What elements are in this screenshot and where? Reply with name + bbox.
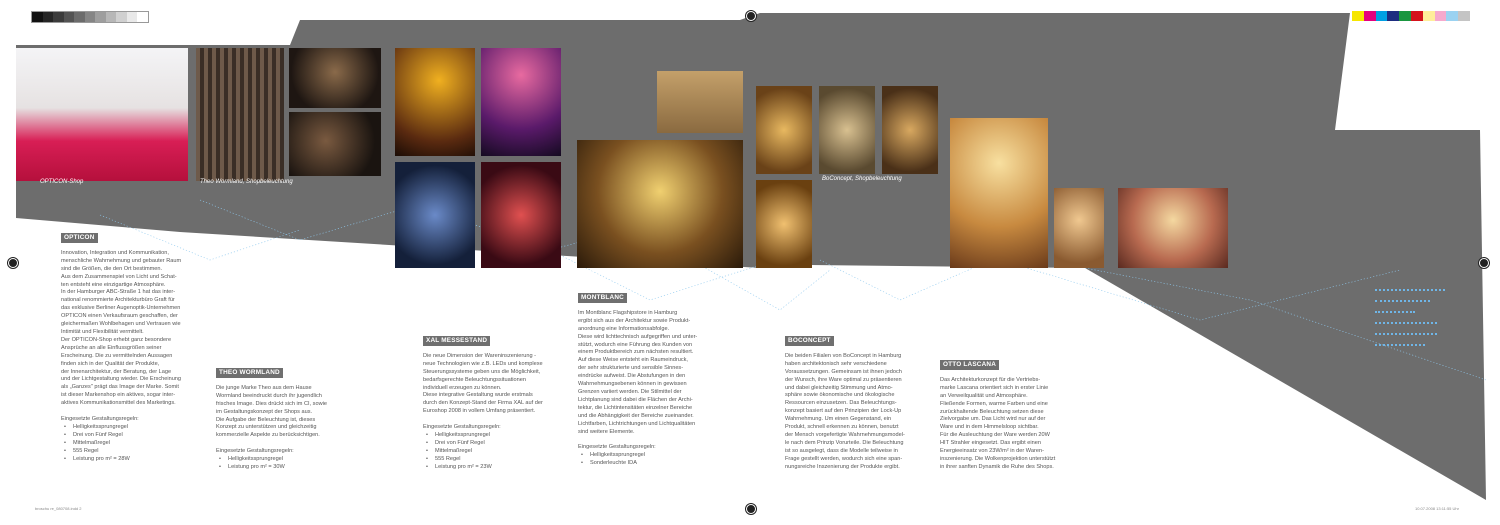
xal-photo-1	[395, 48, 475, 156]
heading-xal: XAL MESSESTAND	[423, 336, 490, 346]
xal-photo-3	[395, 162, 475, 268]
heading-otto: OTTO LASCANA	[940, 360, 999, 370]
theo-rules-list: • Helligkeitssprungregel • Leistung pro m² = 30W	[216, 456, 356, 472]
montblanc-photo-2	[577, 140, 743, 268]
print-slug-right: 10.07.2008 13:11:55 Uhr	[1415, 506, 1459, 511]
heading-boconcept: BOCONCEPT	[785, 336, 834, 346]
boconcept-text: Die beiden Filialen von BoConcept in Hamburg haben architektonisch sehr verschiedene Voraussetzungen. Gemeinsam ist ihnen jedoch der Wunsch, ihre Ware optimal zu präsentieren und dabei gleichzeitig Stimmung und Atmo- sphäre sowie ökonomische und ökologische Ressourcen einzusetzen. Das Beleuchtungs- konzept basiert auf den Prinzipien der Lock-Up Wahrnehmung. Um einen Gegenstand, ein Produkt, schnell erkennen zu können, benutzt der Mensch vorgefertigte Wahrnehmungsmodel- le nach dem Prinzip Vorurteile. Die Beleuchtung ist so ausgelegt, dass die Modelle teilweise in Frage gestellt werden, wodurch sich eine span- nungsreiche Inszenierung der Produkte ergibt.	[785, 352, 905, 470]
opticon-rules-title: Eingesetzte Gestaltungsregeln:	[61, 416, 139, 423]
contact-block	[1375, 280, 1445, 351]
xal-text: Die neue Dimension der Wareninszenierung - neue Technologien wie z.B. LEDs und komplexe Steuerungssysteme geben uns die Möglichkeit, bedarfsgerechte Beleuchtungssituationen individuell erzeugen zu können. Diese integrative Gestaltung wurde erstmals durch den Konzept-Stand der Firma XAL auf der Euroshop 2008 in vollem Umfang präsentiert.	[423, 352, 543, 415]
xal-photo-2	[481, 48, 561, 156]
caption-theo: Theo Wormland, Shopbeleuchtung	[200, 179, 293, 185]
print-slug-left: broschu re_080708.indd 2	[35, 506, 82, 511]
caption-montblanc: Montblanc, Flagshipstore	[580, 270, 648, 276]
boconcept-photo-1	[756, 86, 812, 174]
caption-otto: Otto Lascana, Flagshipstore	[952, 269, 1028, 275]
otto-lascana-photo-1	[950, 118, 1048, 268]
montblanc-rules-title: Eingesetzte Gestaltungsregeln:	[578, 444, 656, 451]
boconcept-photo-4	[756, 180, 812, 268]
opticon-text: Innovation, Integration und Kommunikation, menschliche Wahrnehmung und gebauter Raum sind die Größen, die den Ort bestimmen. Aus dem Zusammenspiel von Licht und Schat- ten entsteht eine einzigartige Atmosphäre. In der Hamburger ABC-Straße 1 hat das inter- national renommierte Architekturbüro Graft für das exklusive Berliner Augenoptik-Unternehmen OPTICON einen Verkaufsraum geschaffen, der gleichermaßen Wohlbehagen und Vertrauen wie Intimität und Flexibilität vermittelt. Der OPTICON-Shop erhebt ganz besondere Ansprüche an alle Einflussgrößen seiner Erscheinung. Die zu vermittelnden Aussagen finden sich in der Qualität der Produkte, der Innenarchitektur, der Beratung, der Lage und der Lichtgestaltung wieder. Die Erscheinung als „Ganzes" prägt das Image der Marke. Somit ist dieser Markenshop ein aktives, sogar inter- aktives Kommunikationsmittel des Marketings.	[61, 249, 182, 407]
caption-boconcept: BoConcept, Shopbeleuchtung	[822, 176, 902, 182]
otto-lascana-photo-2	[1054, 188, 1104, 268]
section-xal	[423, 336, 568, 472]
otto-text: Das Architekturkonzept für die Vertriebs- marke Lascana orientiert sich in erster Linie an Verweilqualität und Atmosphäre. Fließende Formen, warme Farben und eine zurückhaltende Beleuchtung setzen diese Zielvorgabe um. Das Licht wird nur auf der Ware und in dem Himmelsloop sichtbar. Für die Ausleuchtung der Ware werden 20W HIT Strahler eingesetzt. Das ergibt einen Energieeinsatz von 23W/m² in der Waren- inszenierung. Die Wolkenprojektion unterstützt in ihrer sanften Dynamik die Ruhe des Shops.	[940, 376, 1056, 470]
section-boconcept	[785, 336, 935, 472]
registration-mark-right	[1479, 258, 1489, 268]
grayscale-strip	[31, 11, 149, 23]
section-theo	[216, 368, 356, 472]
theo-wormland-photo-1	[196, 48, 284, 181]
registration-mark-bottom	[746, 504, 756, 514]
theo-wormland-photo-3	[289, 112, 381, 176]
boconcept-photo-2	[819, 86, 875, 174]
heading-montblanc: MONTBLANC	[578, 293, 627, 303]
section-opticon	[61, 233, 201, 463]
caption-xal: XAL Messestand	[398, 270, 444, 276]
otto-lascana-photo-3	[1118, 188, 1228, 268]
opticon-shop-photo	[16, 48, 188, 181]
heading-theo: THEO WORMLAND	[216, 368, 283, 378]
theo-rules-title: Eingesetzte Gestaltungsregeln:	[216, 448, 294, 455]
color-strip	[1352, 11, 1470, 21]
heading-opticon: OPTICON	[61, 233, 98, 243]
boconcept-photo-3	[882, 86, 938, 174]
registration-mark-left	[8, 258, 18, 268]
caption-opticon: OPTICON-Shop	[40, 179, 84, 185]
montblanc-photo-1	[657, 71, 743, 133]
xal-rules-title: Eingesetzte Gestaltungsregeln:	[423, 424, 501, 431]
opticon-rules-list: • Helligkeitssprungregel • Drei von Fünf Regel • Mittelmaßregel • 555 Regel • Leistung pro m² = 28W	[61, 424, 201, 464]
section-otto	[940, 360, 1085, 472]
registration-mark-top	[746, 11, 756, 21]
montblanc-rules-list: • Helligkeitssprungregel • Sonderleuchte IDA	[578, 452, 728, 468]
xal-rules-list: • Helligkeitssprungregel • Drei von Fünf Regel • Mittelmaßregel • 555 Regel • Leistung pro m² = 23W	[423, 432, 568, 472]
montblanc-text: Im Montblanc Flagshipstore in Hamburg ergibt sich aus der Architektur sowie Produkt- anordnung eine Informationsabfolge. Diese wird lichttechnisch aufgegriffen und unter- stützt, wodurch eine Führung des Kunden von einem Produktbereich zum nächsten resultiert. Auf diese Weise entsteht ein Raumeindruck, der sehr strukturierte und sensible Sinnes- eindrücke aufweist. Die Abstufungen in den Wahrnehmungsebenen können in gewissen Grenzen variiert werden. Die Stilmittel der Lichtplanung sind dabei die Flächen der Archi- tektur, die Lichtintensitäten einzelner Bereiche und die Abhängigkeit der Bereiche zueinander. Lichtfarben, Lichtrichtungen und Lichtqualitäten sind weitere Elemente.	[578, 309, 698, 435]
theo-text: Die junge Marke Theo aus dem Hause Wormland beeindruckt durch ihr jugendlich frisches Image. Dies drückt sich im CI, sowie im Gestaltungskonzept der Shops aus. Die Aufgabe der Beleuchtung ist, dieses Konzept zu unterstützen und gleichzeitig kommerzielle Aspekte zu berücksichtigen.	[216, 384, 327, 439]
theo-wormland-photo-2	[289, 48, 381, 108]
section-montblanc	[578, 293, 728, 468]
xal-photo-4	[481, 162, 561, 268]
